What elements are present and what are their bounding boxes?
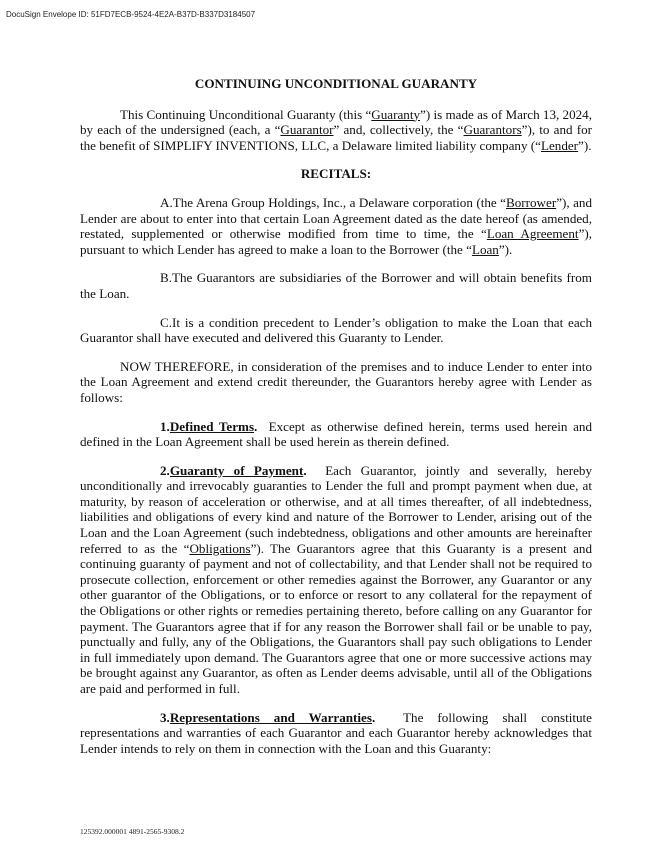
docusign-envelope-id: DocuSign Envelope ID: 51FD7ECB-9524-4E2A-B37D-B337D3184507 bbox=[6, 10, 256, 19]
section-number: 2. bbox=[160, 462, 170, 478]
recital-c: C.It is a condition precedent to Lender’s obligation to make the Loan that each Guarantor shall have executed and delivered this Guaranty to Lender. bbox=[80, 314, 592, 346]
section-number: 3. bbox=[160, 709, 170, 725]
document-title: CONTINUING UNCONDITIONAL GUARANTY bbox=[194, 76, 478, 91]
document-body bbox=[80, 76, 592, 769]
defined-term-guarantors: Guarantors bbox=[463, 122, 522, 138]
defined-term-guaranty: Guaranty bbox=[371, 106, 421, 122]
recitals-heading: RECITALS: bbox=[300, 166, 372, 182]
recital-letter: C. bbox=[160, 314, 173, 330]
defined-term-loan-agreement: Loan Agreement bbox=[486, 226, 579, 242]
now-therefore-paragraph: NOW THEREFORE, in consideration of the premises and to induce Lender to enter into the Loan Agreement and extend credit thereunder, the Guarantors hereby agree with Lender as follows: bbox=[80, 358, 592, 405]
section-3: 3.Representations and Warranties. The following shall constitute representations and warranties of each Guarantor and each Guarantor hereby acknowledges that Lender intends to rely on them in connection with the Loan and this Guaranty: bbox=[80, 709, 592, 756]
section-heading: Representations and Warranties bbox=[169, 709, 372, 725]
intro-paragraph: This Continuing Unconditional Guaranty (this “Guaranty”) is made as of March 13, 2024, by each of the undersigned (each, a “Guarantor” and, collectively, the “Guarantors”), to and for the benefit of SIMPLIFY INVENTIONS, LLC, a Delaware limited liability company (“Lender”). bbox=[80, 106, 593, 153]
section-number: 1. bbox=[160, 418, 170, 434]
section-2: 2.Guaranty of Payment. Each Guarantor, jointly and severally, hereby unconditionally and irrevocably guaranties to Lender the full and prompt payment when due, at maturity, by reason of acceleration or otherwise, and at all times thereafter, of all indebtedness, liabilities and obligations of every kind and nature of the Borrower to Lender, arising out of the Loan and the Loan Agreement (such indebtedness, obligations and other amounts are hereinafter referred to as the “Obligations”). The Guarantors agree that this Guaranty is a present and continuing guaranty of payment and not of collectability, and that Lender shall not be required to prosecute collection, enforcement or other remedies against the Borrower, any Guarantor or any other guarantor of the Obligations, or to enforce or resort to any collateral for the repayment of the Obligations or other rights or remedies pertaining thereto, before calling on any Guarantor for payment. The Guarantors agree that if for any reason the Borrower shall fail or be unable to pay, punctually and fully, any of the Obligations, the Guarantors shall pay such obligations to Lender in full immediately upon demand. The Guarantors agree that one or more successive actions may be brought against any Guarantor, as often as Lender deems advisable, until all of the Obligations are paid and performed in full. bbox=[80, 462, 592, 696]
document-footer-id: 125392.000001 4891-2565-9308.2 bbox=[80, 827, 185, 836]
defined-term-guarantor: Guarantor bbox=[280, 122, 334, 138]
section-heading: Defined Terms bbox=[169, 418, 255, 434]
recital-letter: A. bbox=[160, 194, 173, 210]
section-1: 1.Defined Terms. Except as otherwise defined herein, terms used herein and defined in the Loan Agreement shall be used herein as therein defined. bbox=[80, 418, 592, 450]
section-heading: Guaranty of Payment bbox=[169, 462, 304, 478]
defined-term-lender: Lender bbox=[540, 137, 579, 153]
recital-a: A.The Arena Group Holdings, Inc., a Delaware corporation (the “Borrower”), and Lender are about to enter into that certain Loan Agreement dated as the date hereof (as amended, restated, supplemented or otherwise modified from time to time, the “Loan Agreement”), pursuant to which Lender has agreed to make a loan to the Borrower (the “Loan”). bbox=[80, 194, 593, 257]
defined-term-borrower: Borrower bbox=[506, 194, 557, 210]
defined-term-loan: Loan bbox=[471, 241, 499, 257]
recital-b: B.The Guarantors are subsidiaries of the Borrower and will obtain benefits from the Loan. bbox=[80, 270, 592, 301]
recital-letter: B. bbox=[160, 270, 173, 286]
defined-term-obligations: Obligations bbox=[189, 540, 251, 556]
